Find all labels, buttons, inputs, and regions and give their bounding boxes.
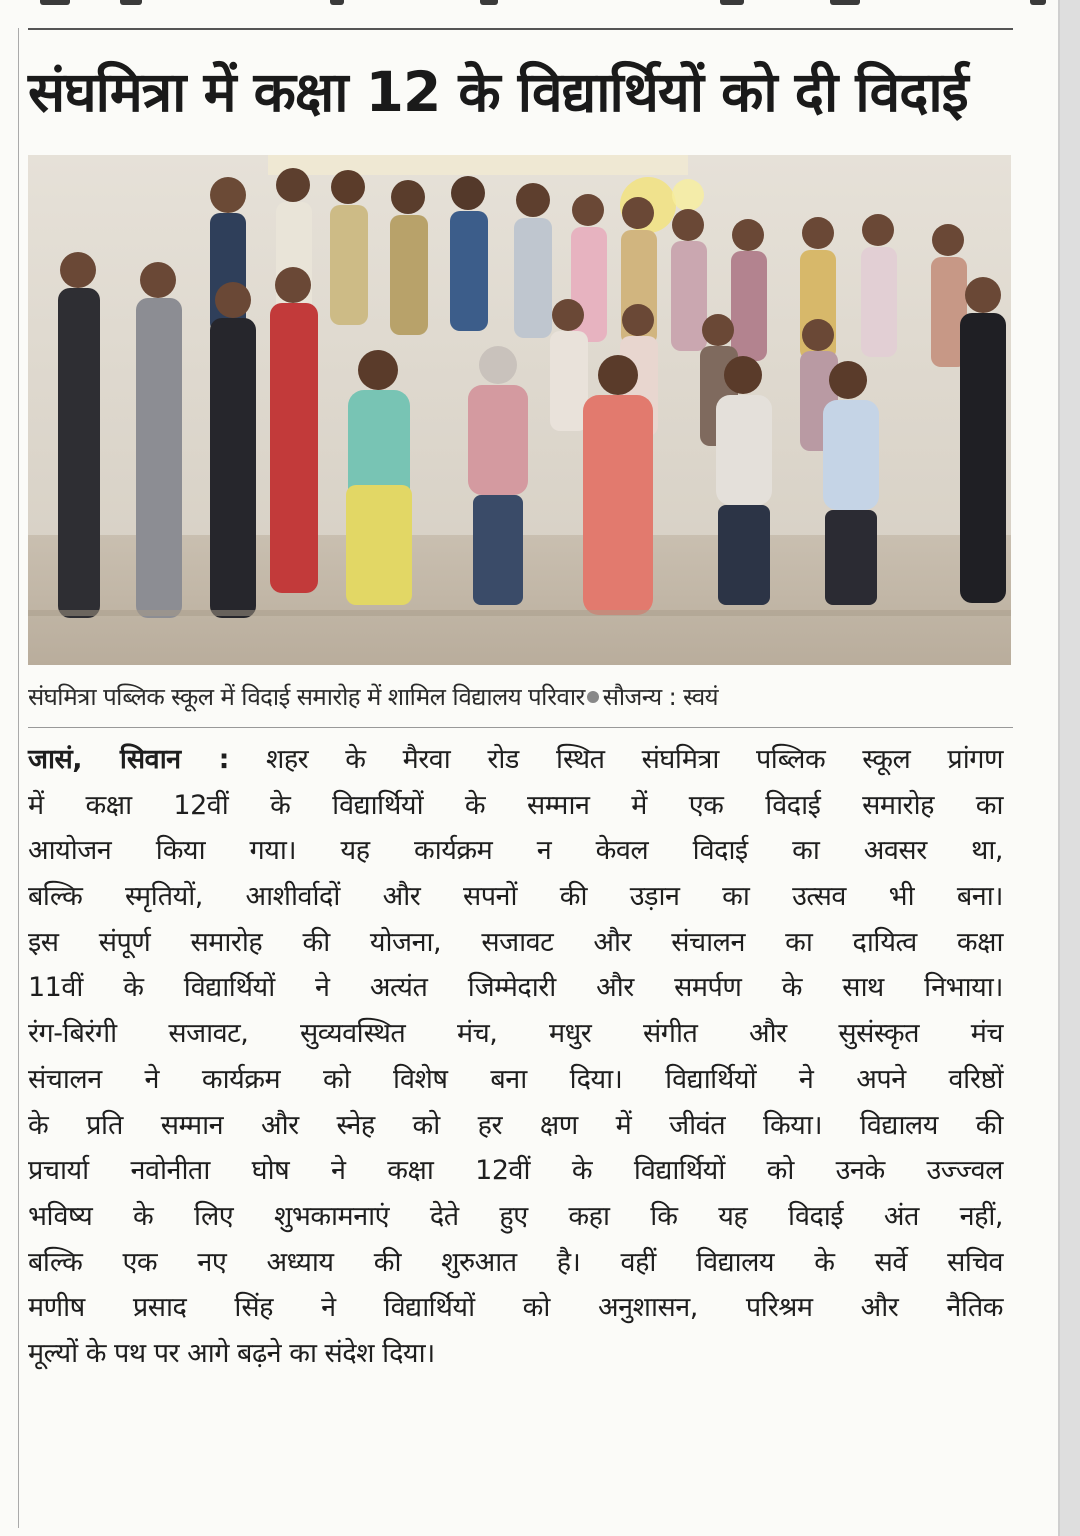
- cut-off-previous-text: [0, 0, 1058, 10]
- article-line: भविष्य के लिए शुभकामनाएं देते हुए कहा कि यह विदाई अंत नहीं,: [28, 1200, 1003, 1232]
- page-edge: [1058, 0, 1080, 1536]
- article-line: बल्कि एक नए अध्याय की शुरुआत है। वहीं विद्यालय के सर्वे सचिव: [28, 1246, 1003, 1278]
- article-line: में कक्षा 12वीं के विद्यार्थियों के सम्मान में एक विदाई समारोह का: [28, 789, 1003, 821]
- article-line: बल्कि स्मृतियों, आशीर्वादों और सपनों की उड़ान का उत्सव भी बना।: [28, 881, 1003, 913]
- article-line-text: शहर के मैरवा रोड स्थित संघमित्रा पब्लिक स्कूल प्रांगण: [265, 744, 1003, 775]
- headline: संघमित्रा में कक्षा 12 के विद्यार्थियों को दी विदाई: [28, 60, 968, 124]
- dateline: जासं, सिवान :: [28, 744, 229, 775]
- group-photo-icon: [28, 155, 1011, 665]
- article-line: संचालन ने कार्यक्रम को विशेष बना दिया। विद्यार्थियों ने अपने वरिष्ठों: [28, 1063, 1003, 1095]
- top-divider: [28, 28, 1013, 30]
- article-line: रंग-बिरंगी सजावट, सुव्यवस्थित मंच, मधुर संगीत और सुसंस्कृत मंच: [28, 1018, 1003, 1050]
- photo-caption: [28, 675, 1013, 719]
- article-body: [28, 737, 1003, 1377]
- article-line: प्रचार्या नवोनीता घोष ने कक्षा 12वीं के विद्यार्थियों को उनके उज्ज्वल: [28, 1155, 1003, 1187]
- article-line: के प्रति सम्मान और स्नेह को हर क्षण में जीवंत किया। विद्यालय की: [28, 1109, 1003, 1141]
- left-margin-rule: [18, 28, 19, 1528]
- article-line: 11वीं के विद्यार्थियों ने अत्यंत जिम्मेदारी और समर्पण के साथ निभाया।: [28, 972, 1003, 1004]
- article-line: [28, 737, 1003, 783]
- article-line: मूल्यों के पथ पर आगे बढ़ने का संदेश दिया।: [28, 1337, 435, 1369]
- article-line: मणीष प्रसाद सिंह ने विद्यार्थियों को अनुशासन, परिश्रम और नैतिक: [28, 1292, 1003, 1324]
- article-line: इस संपूर्ण समारोह की योजना, सजावट और संचालन का दायित्व कक्षा: [28, 926, 1003, 958]
- caption-credit: सौजन्य : स्वयं: [602, 683, 718, 711]
- caption-divider: [28, 727, 1013, 728]
- article-line: आयोजन किया गया। यह कार्यक्रम न केवल विदाई का अवसर था,: [28, 835, 1003, 867]
- caption-text: संघमित्रा पब्लिक स्कूल में विदाई समारोह में शामिल विद्यालय परिवार: [28, 683, 585, 711]
- group-photo: [28, 155, 1011, 665]
- bullet-dot-icon: [587, 691, 599, 703]
